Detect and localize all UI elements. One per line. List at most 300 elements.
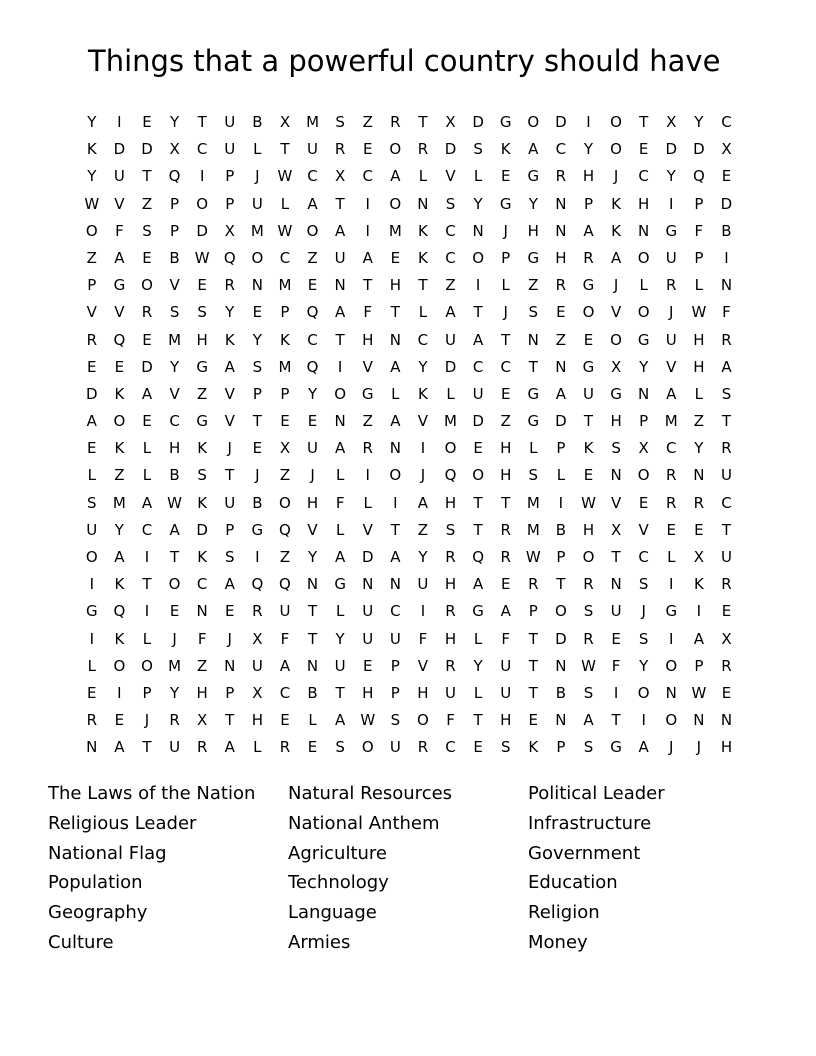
grid-letter: I [420, 439, 426, 458]
grid-letter: R [252, 602, 263, 621]
grid-letter: Z [417, 520, 429, 539]
grid-letter: U [307, 140, 319, 159]
grid-letter: H [610, 412, 622, 431]
grid-row [78, 218, 740, 245]
grid-letter: A [583, 711, 594, 730]
grid-letter: Y [666, 167, 676, 186]
grid-letter: H [582, 167, 595, 186]
grid-letter: R [417, 738, 429, 757]
grid-letter: O [113, 412, 126, 431]
grid-letter: I [420, 602, 426, 621]
grid-letter: Z [114, 466, 125, 485]
word-item: Agriculture [288, 842, 387, 864]
word-item: Education [528, 872, 618, 894]
grid-letter: C [500, 357, 511, 376]
grid-letter: A [114, 248, 125, 267]
grid-letter: A [445, 303, 456, 322]
grid-letter: B [307, 683, 318, 702]
grid-letter: U [500, 683, 512, 702]
grid-letter: B [555, 520, 567, 539]
grid-letter: A [721, 357, 732, 376]
grid-letter: X [335, 167, 346, 186]
word-list-column [288, 779, 452, 958]
grid-letter: I [586, 113, 591, 131]
grid-letter: Z [307, 248, 318, 267]
grid-letter: G [582, 276, 595, 295]
grid-letter: Y [87, 113, 97, 131]
grid-letter: N [665, 683, 677, 702]
grid-letter: E [721, 167, 732, 186]
grid-letter: N [555, 357, 567, 376]
grid-letter: O [389, 194, 402, 213]
grid-letter: Q [113, 330, 126, 349]
grid-letter: P [528, 602, 538, 621]
grid-letter: V [114, 303, 125, 322]
grid-letter: E [362, 140, 373, 159]
grid-letter: A [114, 548, 125, 566]
grid-letter: C [279, 248, 291, 267]
grid-letter: L [639, 276, 648, 295]
grid-letter: R [500, 520, 511, 539]
grid-letter: S [225, 548, 235, 566]
grid-letter: L [363, 493, 372, 512]
grid-letter: I [724, 248, 729, 267]
grid-letter: I [365, 466, 370, 485]
grid-letter: T [418, 276, 428, 295]
grid-letter: V [114, 194, 125, 213]
grid-letter: I [117, 683, 122, 702]
grid-letter: R [445, 602, 456, 621]
grid-letter: A [390, 167, 401, 186]
grid-letter: P [280, 303, 290, 322]
grid-letter: Z [197, 384, 208, 403]
grid-letter: M [526, 493, 540, 512]
grid-letter: R [555, 167, 567, 186]
grid-letter: R [528, 575, 539, 594]
grid-letter: N [693, 466, 705, 485]
grid-letter: H [555, 248, 567, 267]
grid-letter: L [529, 439, 538, 458]
grid-letter: H [500, 466, 512, 485]
grid-letter: O [279, 493, 291, 512]
grid-letter: I [475, 276, 481, 295]
grid-letter: S [473, 140, 483, 159]
grid-letter: J [503, 303, 508, 322]
grid-letter: I [337, 357, 343, 376]
grid-letter: V [610, 303, 622, 322]
grid-letter: F [446, 711, 455, 730]
grid-letter: O [472, 466, 485, 485]
grid-letter: I [144, 602, 150, 621]
grid-letter: P [694, 248, 704, 267]
grid-letter: T [390, 520, 400, 539]
grid-letter: I [696, 602, 702, 621]
grid-letter: T [501, 330, 511, 349]
grid-letter: T [225, 711, 235, 730]
grid-letter: L [473, 683, 483, 702]
grid-letter: M [168, 656, 182, 675]
grid-letter: W [167, 493, 182, 512]
grid-letter: B [721, 221, 732, 240]
grid-letter: D [472, 412, 484, 431]
grid-row [78, 653, 740, 680]
grid-letter: N [472, 221, 484, 240]
grid-letter: O [610, 330, 622, 349]
grid-letter: O [361, 738, 374, 757]
grid-letter: S [583, 602, 594, 621]
grid-letter: A [362, 248, 373, 267]
grid-letter: E [280, 412, 290, 431]
grid-letter: G [334, 575, 346, 594]
grid-letter: J [144, 711, 150, 730]
grid-letter: R [86, 330, 98, 349]
grid-letter: G [527, 384, 540, 403]
grid-letter: C [169, 412, 180, 431]
grid-letter: S [638, 575, 649, 594]
grid-letter: E [638, 140, 649, 159]
grid-letter: U [445, 683, 456, 702]
grid-letter: V [169, 276, 180, 295]
grid-letter: R [721, 330, 732, 349]
grid-row [78, 408, 740, 435]
grid-letter: X [445, 113, 456, 131]
grid-letter: G [527, 167, 540, 186]
word-item: Money [528, 931, 588, 953]
grid-letter: Y [528, 194, 538, 213]
grid-letter: E [142, 330, 152, 349]
grid-letter: L [335, 602, 345, 621]
grid-letter: R [583, 248, 594, 267]
grid-letter: K [500, 140, 511, 159]
grid-letter: F [280, 629, 290, 648]
grid-letter: C [362, 167, 373, 186]
grid-letter: A [224, 738, 235, 757]
grid-letter: H [638, 194, 650, 213]
grid-letter: S [252, 357, 263, 376]
grid-letter: H [389, 276, 401, 295]
grid-letter: R [500, 548, 511, 566]
grid-letter: J [227, 439, 232, 458]
grid-letter: S [611, 439, 621, 458]
grid-letter: E [280, 711, 290, 730]
grid-letter: X [169, 140, 180, 159]
grid-letter: R [141, 303, 153, 322]
grid-letter: E [307, 738, 318, 757]
grid-row [78, 490, 740, 517]
grid-letter: L [335, 520, 345, 539]
grid-letter: G [637, 330, 650, 349]
grid-letter: Y [335, 629, 345, 648]
grid-letter: Q [306, 303, 319, 322]
grid-letter: W [277, 221, 293, 240]
grid-letter: F [418, 629, 428, 648]
grid-letter: M [444, 412, 457, 431]
grid-letter: R [583, 575, 594, 594]
grid-letter: V [666, 357, 677, 376]
grid-letter: A [555, 384, 567, 403]
grid-letter: E [197, 276, 207, 295]
grid-letter: T [721, 412, 732, 431]
grid-letter: S [390, 711, 401, 730]
grid-letter: C [638, 548, 649, 566]
grid-letter: T [142, 575, 152, 594]
grid-letter: S [721, 384, 732, 403]
grid-letter: P [583, 194, 593, 213]
grid-row [78, 462, 740, 489]
word-list-column [48, 779, 255, 958]
grid-letter: A [472, 575, 484, 594]
grid-letter: N [720, 711, 733, 730]
grid-letter: U [665, 248, 677, 267]
grid-letter: I [613, 683, 619, 702]
grid-letter: Z [693, 412, 704, 431]
grid-letter: H [168, 439, 181, 458]
grid-letter: W [84, 194, 100, 213]
grid-letter: D [113, 140, 126, 159]
grid-letter: V [86, 303, 97, 322]
grid-letter: U [169, 738, 181, 757]
grid-letter: T [307, 629, 318, 648]
grid-letter: E [252, 439, 263, 458]
grid-letter: T [721, 520, 732, 539]
grid-letter: T [169, 548, 180, 566]
grid-letter: A [335, 548, 346, 566]
grid-letter: P [170, 194, 180, 213]
grid-letter: F [694, 221, 704, 240]
grid-letter: T [390, 303, 400, 322]
grid-letter: F [363, 303, 373, 322]
grid-letter: N [389, 330, 401, 349]
grid-letter: D [196, 520, 208, 539]
grid-letter: E [583, 466, 594, 485]
grid-letter: O [527, 113, 540, 131]
grid-letter: Z [528, 276, 539, 295]
grid-letter: C [445, 738, 456, 757]
grid-letter: A [169, 520, 180, 539]
grid-letter: W [581, 656, 596, 675]
grid-letter: T [528, 629, 538, 648]
grid-letter: O [141, 276, 153, 295]
grid-letter: V [362, 520, 373, 539]
grid-letter: L [142, 439, 152, 458]
grid-letter: A [279, 656, 291, 675]
grid-letter: T [473, 711, 483, 730]
grid-letter: Z [445, 276, 456, 295]
grid-letter: O [444, 439, 457, 458]
word-item: Religious Leader [48, 812, 197, 834]
grid-letter: L [253, 738, 262, 757]
grid-letter: L [142, 629, 152, 648]
grid-letter: R [417, 140, 429, 159]
grid-letter: H [720, 738, 733, 757]
grid-letter: B [252, 113, 263, 131]
grid-letter: D [141, 357, 153, 376]
grid-letter: U [362, 602, 374, 621]
grid-letter: R [721, 575, 732, 594]
grid-letter: M [526, 520, 540, 539]
grid-letter: U [251, 656, 263, 675]
grid-letter: X [197, 711, 208, 730]
grid-letter: B [169, 248, 180, 267]
grid-letter: W [525, 548, 541, 566]
grid-letter: J [310, 466, 315, 485]
grid-letter: O [85, 548, 98, 566]
grid-letter: D [472, 113, 484, 131]
grid-letter: E [142, 113, 152, 131]
grid-row [78, 626, 740, 653]
grid-letter: T [473, 520, 483, 539]
grid-letter: X [279, 439, 291, 458]
grid-letter: G [610, 738, 622, 757]
grid-letter: A [693, 629, 704, 648]
grid-letter: Y [169, 683, 180, 702]
grid-letter: T [473, 493, 483, 512]
grid-letter: C [666, 439, 677, 458]
grid-letter: R [334, 140, 346, 159]
grid-letter: R [362, 439, 373, 458]
grid-row [78, 109, 740, 136]
grid-letter: N [389, 439, 401, 458]
grid-letter: N [334, 276, 346, 295]
grid-letter: E [721, 602, 732, 621]
grid-letter: T [252, 412, 262, 431]
grid-letter: D [720, 194, 733, 213]
grid-letter: C [417, 330, 429, 349]
grid-letter: D [141, 140, 153, 159]
word-item: National Anthem [288, 812, 440, 834]
grid-letter: O [582, 303, 595, 322]
grid-letter: F [335, 493, 345, 512]
grid-letter: H [362, 330, 374, 349]
grid-letter: D [555, 629, 567, 648]
grid-letter: T [418, 113, 428, 131]
word-item: Infrastructure [528, 812, 652, 834]
grid-letter: L [501, 276, 510, 295]
grid-letter: G [196, 412, 208, 431]
grid-letter: T [307, 602, 318, 621]
grid-letter: R [445, 656, 456, 675]
grid-letter: P [390, 656, 400, 675]
grid-letter: N [334, 412, 346, 431]
word-item: Culture [48, 931, 114, 953]
grid-letter: U [224, 493, 236, 512]
grid-letter: T [611, 711, 621, 730]
grid-letter: H [500, 711, 512, 730]
grid-letter: C [307, 167, 318, 186]
grid-letter: D [555, 113, 567, 131]
grid-letter: N [251, 276, 263, 295]
grid-letter: J [696, 738, 702, 757]
grid-letter: O [472, 248, 485, 267]
grid-letter: N [555, 221, 567, 240]
grid-row [78, 354, 740, 381]
grid-letter: U [334, 248, 346, 267]
grid-letter: G [527, 248, 540, 267]
grid-letter: G [499, 194, 512, 213]
grid-letter: R [196, 738, 208, 757]
grid-letter: E [307, 276, 318, 295]
grid-letter: Q [279, 575, 291, 594]
grid-letter: V [224, 412, 235, 431]
grid-letter: W [277, 167, 293, 186]
grid-row [78, 299, 740, 326]
grid-letter: N [693, 711, 705, 730]
grid-letter: A [390, 357, 401, 376]
grid-letter: U [224, 140, 236, 159]
grid-letter: P [556, 548, 566, 566]
grid-letter: I [365, 194, 370, 213]
grid-letter: O [168, 575, 181, 594]
grid-letter: U [224, 113, 236, 131]
grid-letter: P [280, 384, 290, 403]
grid-letter: K [611, 194, 621, 213]
grid-letter: S [583, 683, 594, 702]
grid-letter: K [86, 140, 97, 159]
grid-letter: D [555, 412, 567, 431]
grid-letter: A [335, 439, 346, 458]
grid-letter: X [279, 113, 291, 131]
grid-letter: O [637, 303, 650, 322]
grid-letter: D [361, 548, 374, 566]
grid-letter: P [225, 520, 235, 539]
grid-letter: Z [555, 330, 567, 349]
grid-letter: L [280, 194, 290, 213]
grid-letter: C [307, 330, 318, 349]
grid-letter: E [638, 493, 649, 512]
grid-letter: O [637, 683, 650, 702]
grid-row [78, 707, 740, 734]
grid-letter: E [583, 330, 594, 349]
grid-letter: O [582, 548, 595, 566]
grid-letter: E [721, 683, 732, 702]
word-item: Natural Resources [288, 783, 453, 804]
grid-letter: S [445, 520, 456, 539]
grid-letter: C [279, 683, 291, 702]
grid-letter: O [306, 221, 319, 240]
grid-letter: D [665, 140, 678, 159]
grid-letter: U [720, 548, 732, 566]
grid-letter: S [528, 303, 539, 322]
grid-letter: I [669, 629, 674, 648]
grid-letter: L [473, 629, 483, 648]
grid-letter: L [694, 276, 704, 295]
grid-letter: S [638, 629, 649, 648]
grid-letter: G [361, 384, 374, 403]
grid-letter: Q [444, 466, 457, 485]
grid-letter: U [582, 384, 594, 403]
grid-letter: E [473, 439, 483, 458]
grid-letter: Q [472, 548, 485, 566]
grid-letter: N [362, 575, 374, 594]
word-list-column [528, 779, 665, 958]
grid-letter: E [362, 656, 373, 675]
grid-letter: M [664, 412, 678, 431]
grid-letter: Q [168, 167, 181, 186]
grid-letter: E [666, 520, 676, 539]
grid-letter: Y [169, 357, 180, 376]
grid-letter: Y [114, 520, 124, 539]
grid-letter: Q [251, 575, 264, 594]
grid-letter: L [253, 140, 262, 159]
grid-letter: K [583, 439, 594, 458]
grid-letter: S [169, 303, 180, 322]
grid-letter: W [360, 711, 376, 730]
grid-letter: Z [279, 548, 291, 566]
grid-letter: Q [279, 520, 291, 539]
grid-letter: K [280, 330, 290, 349]
grid-letter: L [142, 466, 152, 485]
grid-letter: H [196, 683, 208, 702]
